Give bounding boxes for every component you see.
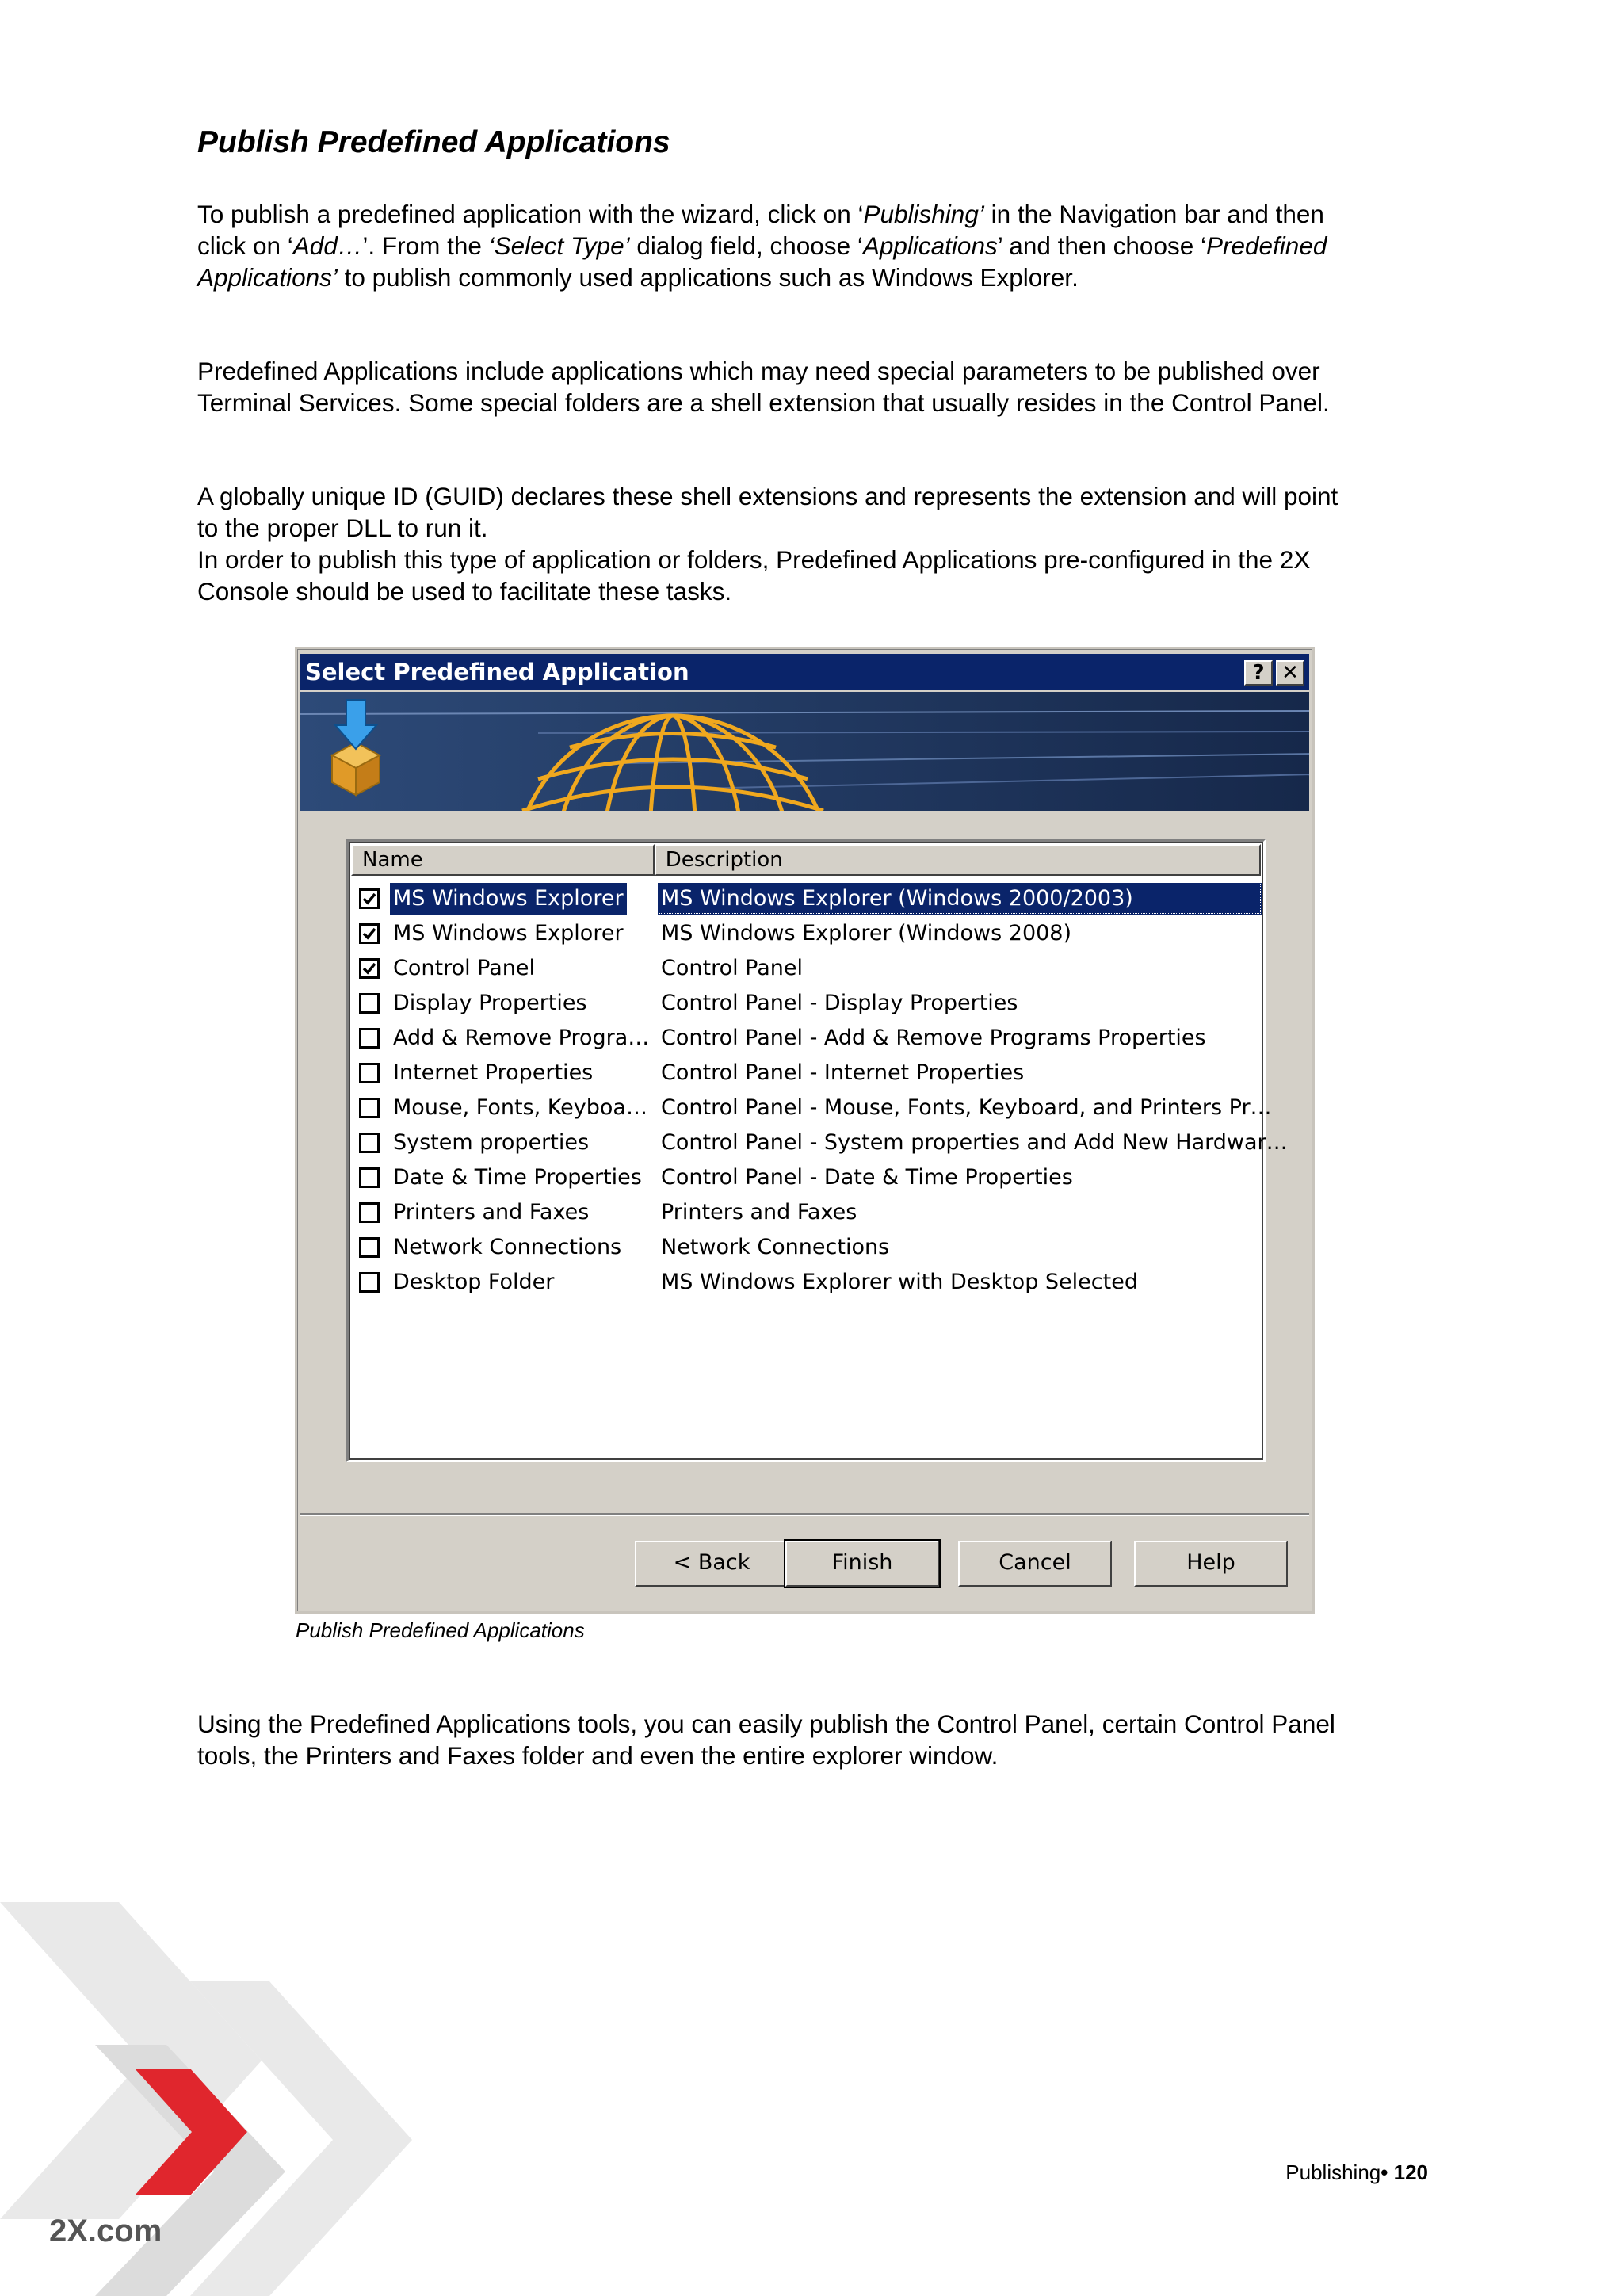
list-item[interactable] — [355, 1232, 1262, 1263]
list-item[interactable] — [355, 1057, 1262, 1089]
logo-text: 2X.com — [49, 2214, 162, 2248]
back-button[interactable]: < Back — [635, 1541, 789, 1587]
item-name: Internet Properties — [393, 1060, 594, 1085]
item-name: Add & Remove Progra… — [393, 1026, 650, 1050]
list-item[interactable] — [355, 1092, 1272, 1124]
2x-logo-watermark — [0, 1902, 539, 2296]
item-name: Display Properties — [393, 991, 587, 1015]
item-description: Control Panel - Internet Properties — [661, 1060, 1025, 1085]
dialog-title: Select Predefined Application — [305, 659, 689, 686]
item-description: MS Windows Explorer (Windows 2008) — [661, 921, 1072, 946]
column-header-description[interactable]: Description — [655, 844, 1261, 876]
page-number: 120 — [1393, 2160, 1428, 2184]
item-description: Control Panel - System properties and Add New Hardwar… — [661, 1130, 1288, 1155]
page-title: Publish Predefined Applications — [197, 125, 670, 159]
item-description: Control Panel - Add & Remove Programs Properties — [661, 1026, 1206, 1050]
item-name: MS Windows Explorer — [393, 921, 624, 946]
list-item[interactable] — [355, 953, 1262, 984]
finish-button[interactable]: Finish — [785, 1541, 939, 1587]
checkbox[interactable] — [359, 993, 380, 1014]
item-name: Network Connections — [393, 1235, 622, 1259]
list-item[interactable] — [355, 1197, 1262, 1228]
item-description: Network Connections — [661, 1235, 890, 1259]
checkbox-checked[interactable] — [359, 923, 380, 944]
help-button[interactable]: Help — [1134, 1541, 1288, 1587]
list-item[interactable] — [355, 1162, 1262, 1194]
page-footer — [1285, 2160, 1428, 2185]
listview-header — [351, 844, 1261, 876]
item-description: MS Windows Explorer with Desktop Selected — [661, 1270, 1138, 1294]
list-item[interactable] — [355, 1022, 1262, 1054]
list-item[interactable] — [355, 1127, 1288, 1159]
closing-paragraph: Using the Predefined Applications tools, you can easily publish the Control Panel, certain Control Panel tools, the Printers and Faxes folder and even the entire explorer window. — [197, 1710, 1335, 1770]
intro-paragraph: To publish a predefined application with the wizard, click on ‘Publishing’ in the Navigation bar and then click on ‘Add…’. From the ‘Select Type’ dialog field, choose ‘Applications’ and then choose ‘Predefined Applications’ to publish commonly used applications such as Windows Explorer. — [197, 200, 1327, 292]
help-titlebar-button[interactable]: ? — [1244, 660, 1273, 686]
guid-paragraph: A globally unique ID (GUID) declares these shell extensions and represents the extension and will point to the proper DLL to run it. — [197, 482, 1338, 542]
checkbox[interactable] — [359, 1272, 380, 1293]
footer-section: Publishing — [1285, 2160, 1381, 2184]
checkbox[interactable] — [359, 1133, 380, 1153]
item-name: System properties — [393, 1130, 590, 1155]
list-item[interactable] — [355, 988, 1262, 1019]
figure-caption: Publish Predefined Applications — [296, 1618, 585, 1642]
predefined-description-paragraph: Predefined Applications include applications which may need special parameters to be published over Terminal Services. Some special folders are a shell extension that usually resides in the Control Panel. — [197, 357, 1330, 417]
footer-bullet: • — [1381, 2160, 1388, 2184]
checkmark-icon — [361, 961, 377, 976]
checkbox[interactable] — [359, 1028, 380, 1049]
checkbox[interactable] — [359, 1202, 380, 1223]
item-name: Printers and Faxes — [393, 1200, 590, 1224]
checkmark-icon — [361, 891, 377, 907]
item-name: MS Windows Explorer — [390, 883, 627, 915]
select-predefined-application-dialog — [295, 647, 1315, 1614]
console-paragraph: In order to publish this type of application or folders, Predefined Applications pre-configured in the 2X Console should be used to facilitate these tasks. — [197, 545, 1311, 606]
checkmark-icon — [361, 926, 377, 942]
item-description: Control Panel - Display Properties — [661, 991, 1018, 1015]
item-name: Date & Time Properties — [393, 1165, 642, 1190]
list-item[interactable] — [355, 883, 1262, 915]
column-header-name[interactable]: Name — [351, 844, 655, 876]
checkbox-checked[interactable] — [359, 958, 380, 979]
close-titlebar-button[interactable]: ✕ — [1276, 660, 1304, 686]
checkbox-checked[interactable] — [359, 888, 380, 909]
predefined-apps-listview[interactable] — [346, 839, 1288, 1462]
item-name: Control Panel — [393, 956, 536, 980]
item-description: Control Panel - Mouse, Fonts, Keyboard, and Printers Pr… — [661, 1095, 1272, 1120]
dialog-titlebar — [300, 654, 1309, 690]
globe-banner-graphic — [300, 692, 1309, 811]
item-description: MS Windows Explorer (Windows 2000/2003) — [661, 886, 1133, 911]
item-description: Control Panel - Date & Time Properties — [661, 1165, 1073, 1190]
checkbox[interactable] — [359, 1098, 380, 1118]
cancel-button[interactable]: Cancel — [958, 1541, 1112, 1587]
item-name: Desktop Folder — [393, 1270, 555, 1294]
list-item[interactable] — [355, 918, 1262, 949]
wizard-banner — [300, 692, 1309, 811]
checkbox[interactable] — [359, 1237, 380, 1258]
checkbox[interactable] — [359, 1167, 380, 1188]
button-separator — [300, 1513, 1309, 1516]
list-item[interactable] — [355, 1266, 1262, 1298]
item-name: Mouse, Fonts, Keyboa… — [393, 1095, 647, 1120]
item-description: Printers and Faxes — [661, 1200, 857, 1224]
item-description: Control Panel — [661, 956, 804, 980]
checkbox[interactable] — [359, 1063, 380, 1083]
